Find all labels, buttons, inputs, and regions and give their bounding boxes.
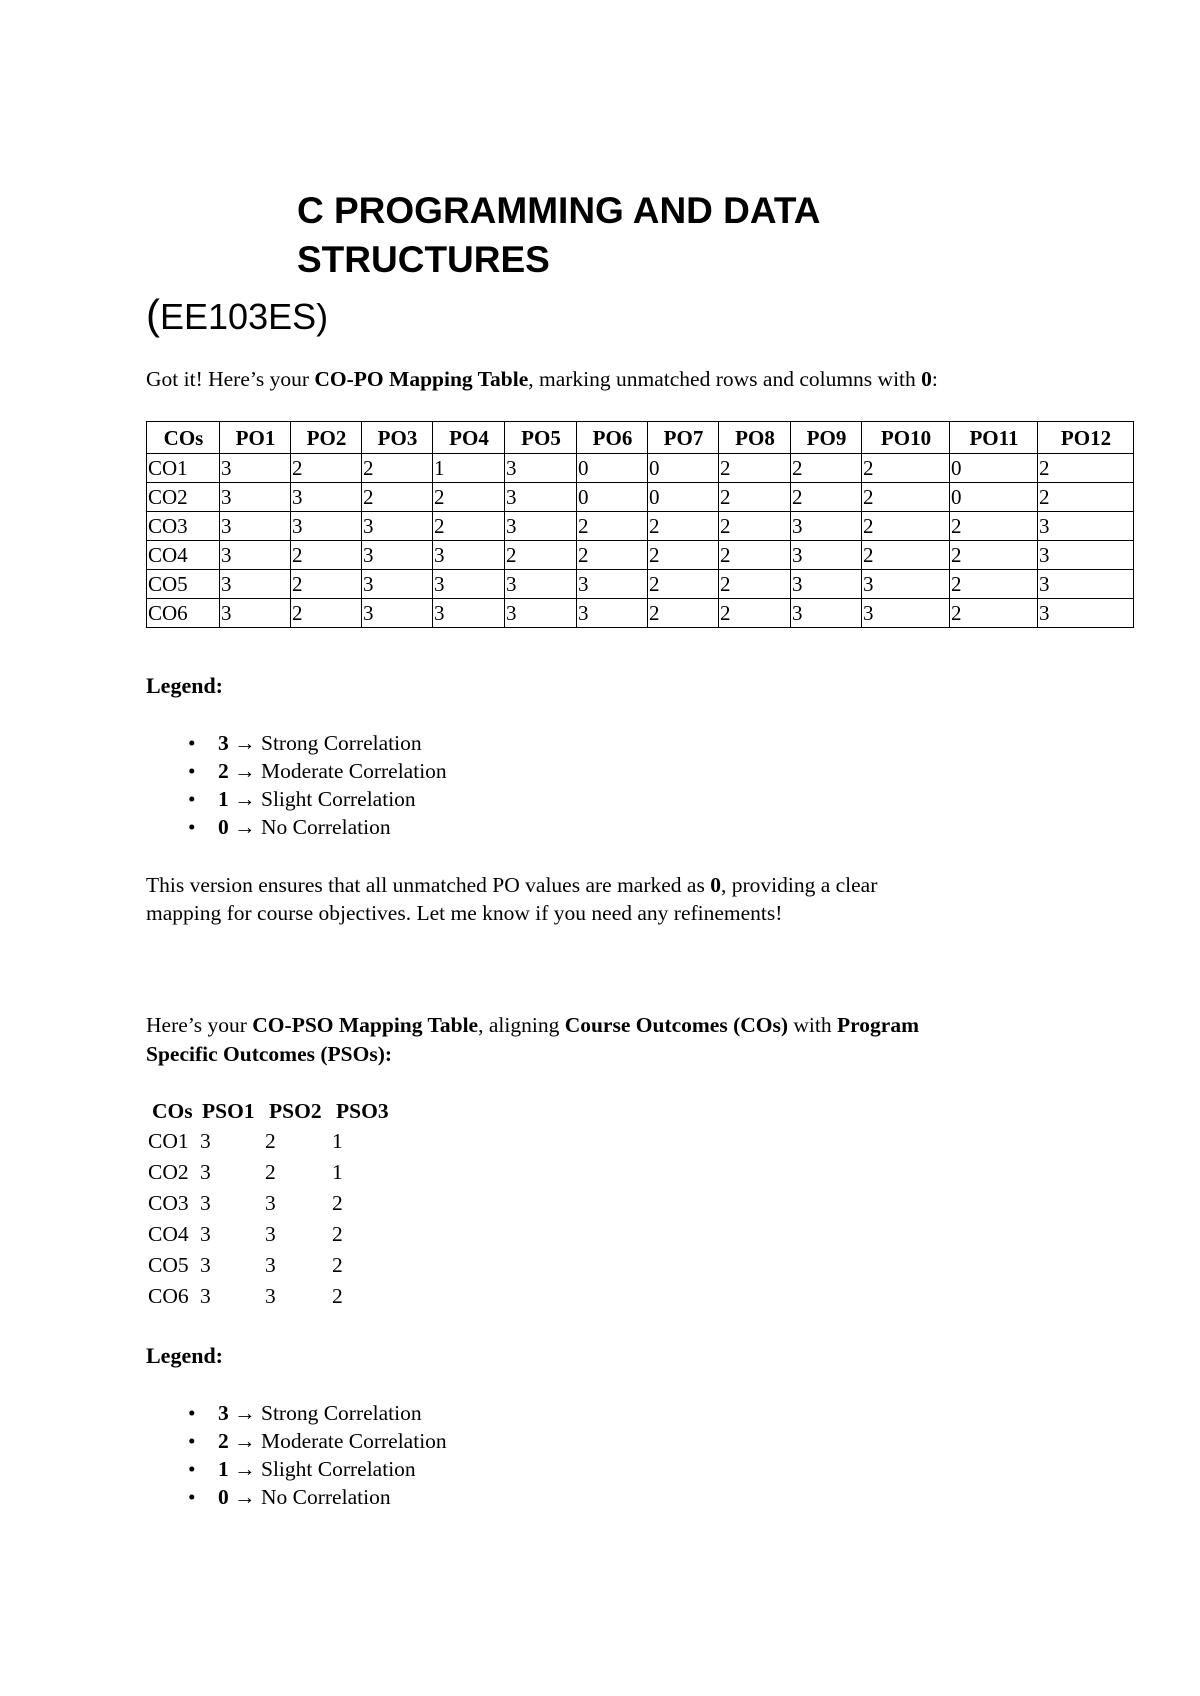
table-cell: 2: [291, 570, 362, 599]
copo-intro: [146, 365, 938, 393]
table-cell: 3: [433, 570, 505, 599]
bullet-icon: •: [188, 815, 196, 839]
course-code: [146, 293, 328, 339]
table-cell: 3: [433, 541, 505, 570]
table-row-label: CO4: [147, 541, 220, 570]
bullet-icon: •: [188, 1429, 196, 1453]
table-cell: 3: [505, 483, 577, 512]
table-cell: 3: [1038, 541, 1134, 570]
pso-intro-text-with: with: [788, 1013, 838, 1037]
table-cell: 2: [719, 483, 791, 512]
pso-cell: 2: [332, 1253, 343, 1277]
pso-cell: 1: [332, 1129, 343, 1153]
legend-value: 1: [218, 787, 229, 811]
table-cell: 2: [291, 454, 362, 483]
table-cell: 2: [291, 599, 362, 628]
table-header-cell: PO1: [220, 422, 291, 454]
pso-intro-bold-psos: Specific Outcomes (PSOs):: [146, 1042, 393, 1066]
course-code-text: EE103ES): [160, 296, 329, 337]
pso-row-label: CO4: [148, 1222, 189, 1246]
table-header-cell: PO6: [577, 422, 648, 454]
table-row: [147, 599, 1134, 628]
legend-list: [146, 729, 447, 841]
pso-intro-bold-program: Program: [837, 1013, 920, 1037]
bullet-icon: •: [188, 1401, 196, 1425]
table-cell: 2: [862, 541, 950, 570]
legend-value: 3: [218, 1401, 229, 1425]
pso-header-cell: PSO2: [269, 1099, 322, 1123]
table-cell: 3: [362, 512, 433, 541]
table-cell: 2: [719, 454, 791, 483]
legend-item: [146, 1483, 447, 1511]
table-cell: 3: [291, 512, 362, 541]
summary-text: This version ensures that all unmatched PO values are marked as: [146, 873, 711, 897]
table-cell: 2: [648, 541, 719, 570]
bullet-icon: •: [188, 1485, 196, 1509]
legend-text: → Moderate Correlation: [228, 759, 447, 783]
table-cell: 3: [1038, 599, 1134, 628]
pso-header-cell: COs: [152, 1099, 193, 1123]
table-header-cell: PO10: [862, 422, 950, 454]
table-cell: 2: [719, 599, 791, 628]
legend-text: → No Correlation: [228, 815, 391, 839]
table-cell: 3: [791, 512, 862, 541]
table-cell: 3: [1038, 512, 1134, 541]
table-row-label: CO1: [147, 454, 220, 483]
table-cell: 2: [791, 483, 862, 512]
table-row-label: CO3: [147, 512, 220, 541]
legend-item: [146, 1399, 447, 1427]
table-cell: 2: [950, 570, 1038, 599]
table-cell: 2: [433, 512, 505, 541]
pso-row-label: CO1: [148, 1129, 189, 1153]
legend-item: [146, 757, 447, 785]
table-cell: 2: [648, 570, 719, 599]
legend-item: [146, 1455, 447, 1483]
table-cell: 0: [577, 454, 648, 483]
table-cell: 3: [433, 599, 505, 628]
pso-cell: 2: [265, 1129, 276, 1153]
table-cell: 2: [648, 599, 719, 628]
table-cell: 2: [1038, 454, 1134, 483]
table-header-cell: COs: [147, 422, 220, 454]
table-cell: 3: [577, 599, 648, 628]
pso-cell: 1: [332, 1160, 343, 1184]
table-header-cell: PO5: [505, 422, 577, 454]
legend-value: 0: [218, 1485, 229, 1509]
legend-value: 3: [218, 731, 229, 755]
table-cell: 3: [505, 454, 577, 483]
table-header-row: [147, 422, 1134, 454]
table-cell: 3: [577, 570, 648, 599]
table-header-cell: PO2: [291, 422, 362, 454]
table-cell: 2: [648, 512, 719, 541]
bullet-icon: •: [188, 1457, 196, 1481]
summary-bold-zero: 0: [710, 873, 721, 897]
table-cell: 3: [220, 599, 291, 628]
bullet-icon: •: [188, 731, 196, 755]
table-cell: 0: [648, 483, 719, 512]
pso-cell: 3: [200, 1129, 211, 1153]
bullet-icon: •: [188, 787, 196, 811]
legend-title-2: Legend:: [146, 1343, 223, 1368]
table-header-cell: PO12: [1038, 422, 1134, 454]
table-row: [147, 512, 1134, 541]
table-cell: 2: [362, 483, 433, 512]
table-row: [147, 483, 1134, 512]
table-cell: 0: [648, 454, 719, 483]
legend-item: [146, 1427, 447, 1455]
intro-text-after: :: [931, 367, 938, 391]
table-cell: 2: [950, 599, 1038, 628]
table-cell: 3: [505, 512, 577, 541]
table-cell: 2: [719, 541, 791, 570]
table-cell: 3: [220, 541, 291, 570]
pso-intro-text-middle: , aligning: [478, 1013, 565, 1037]
pso-intro-line-2: [146, 1040, 392, 1068]
table-row-label: CO2: [147, 483, 220, 512]
table-cell: 2: [1038, 483, 1134, 512]
summary-line-1: [146, 871, 877, 899]
pso-intro-text: Here’s your: [146, 1013, 253, 1037]
table-cell: 2: [291, 541, 362, 570]
table-cell: 2: [577, 512, 648, 541]
summary-text-after: , providing a clear: [720, 873, 878, 897]
pso-row-label: CO2: [148, 1160, 189, 1184]
legend-item: [146, 729, 447, 757]
co-po-mapping-table: [146, 421, 1134, 628]
pso-intro-bold-cos: Course Outcomes (COs): [564, 1013, 789, 1037]
pso-row-label: CO6: [148, 1284, 189, 1308]
table-header-cell: PO9: [791, 422, 862, 454]
pso-header-cell: PSO3: [336, 1099, 389, 1123]
table-row: [147, 541, 1134, 570]
pso-cell: 3: [200, 1191, 211, 1215]
pso-row-label: CO5: [148, 1253, 189, 1277]
table-cell: 3: [362, 541, 433, 570]
legend-item: [146, 813, 447, 841]
table-cell: 2: [862, 483, 950, 512]
table-header-cell: PO3: [362, 422, 433, 454]
table-cell: 3: [862, 599, 950, 628]
pso-cell: 2: [265, 1160, 276, 1184]
pso-intro-line-1: [146, 1011, 919, 1039]
table-header-cell: PO7: [648, 422, 719, 454]
legend-text: → Strong Correlation: [228, 731, 422, 755]
table-row: [147, 570, 1134, 599]
table-cell: 3: [220, 454, 291, 483]
table-cell: 1: [433, 454, 505, 483]
table-cell: 3: [362, 570, 433, 599]
table-header-cell: PO8: [719, 422, 791, 454]
legend-value: 2: [218, 1429, 229, 1453]
table-header-cell: PO11: [950, 422, 1038, 454]
table-cell: 2: [719, 512, 791, 541]
pso-cell: 2: [332, 1222, 343, 1246]
table-cell: 0: [950, 454, 1038, 483]
intro-bold: CO-PO Mapping Table: [314, 367, 529, 391]
table-cell: 3: [291, 483, 362, 512]
pso-cell: 3: [265, 1191, 276, 1215]
intro-bold-zero: 0: [921, 367, 932, 391]
table-cell: 0: [577, 483, 648, 512]
course-code-open-paren: (: [146, 291, 160, 338]
pso-cell: 3: [265, 1284, 276, 1308]
table-cell: 3: [1038, 570, 1134, 599]
table-cell: 2: [577, 541, 648, 570]
table-cell: 3: [362, 599, 433, 628]
legend-text: → Strong Correlation: [228, 1401, 422, 1425]
table-cell: 2: [950, 512, 1038, 541]
table-cell: 2: [791, 454, 862, 483]
legend-value: 2: [218, 759, 229, 783]
legend-text: → Slight Correlation: [228, 1457, 416, 1481]
table-cell: 3: [220, 512, 291, 541]
table-cell: 3: [791, 541, 862, 570]
legend-text: → No Correlation: [228, 1485, 391, 1509]
pso-cell: 2: [332, 1284, 343, 1308]
pso-cell: 3: [265, 1253, 276, 1277]
legend-text: → Slight Correlation: [228, 787, 416, 811]
table-cell: 2: [505, 541, 577, 570]
table-cell: 2: [862, 454, 950, 483]
pso-cell: 3: [200, 1160, 211, 1184]
document-title: C PROGRAMMING AND DATA STRUCTURES: [297, 190, 820, 280]
table-row-label: CO5: [147, 570, 220, 599]
table-cell: 2: [362, 454, 433, 483]
table-cell: 3: [505, 570, 577, 599]
table-row: [147, 454, 1134, 483]
table-header-cell: PO4: [433, 422, 505, 454]
pso-header-cell: PSO1: [202, 1099, 255, 1123]
table-cell: 3: [791, 570, 862, 599]
pso-row-label: CO3: [148, 1191, 189, 1215]
pso-intro-bold-table: CO-PSO Mapping Table: [252, 1013, 479, 1037]
legend-value: 0: [218, 815, 229, 839]
table-cell: 3: [220, 570, 291, 599]
table-cell: 0: [950, 483, 1038, 512]
intro-text: Got it! Here’s your: [146, 367, 315, 391]
table-cell: 2: [719, 570, 791, 599]
table-cell: 3: [791, 599, 862, 628]
summary-line-2: mapping for course objectives. Let me know if you need any refinements!: [146, 901, 783, 925]
table-cell: 3: [220, 483, 291, 512]
table-row-label: CO6: [147, 599, 220, 628]
table-cell: 2: [950, 541, 1038, 570]
intro-text-middle: , marking unmatched rows and columns with: [528, 367, 922, 391]
pso-cell: 3: [200, 1253, 211, 1277]
legend-title: Legend:: [146, 673, 223, 698]
pso-cell: 3: [200, 1284, 211, 1308]
table-cell: 2: [433, 483, 505, 512]
table-cell: 3: [505, 599, 577, 628]
pso-cell: 3: [200, 1222, 211, 1246]
table-cell: 3: [862, 570, 950, 599]
bullet-icon: •: [188, 759, 196, 783]
legend-text: → Moderate Correlation: [228, 1429, 447, 1453]
table-cell: 2: [862, 512, 950, 541]
legend-item: [146, 785, 447, 813]
pso-cell: 3: [265, 1222, 276, 1246]
pso-cell: 2: [332, 1191, 343, 1215]
legend-value: 1: [218, 1457, 229, 1481]
legend-list-2: [146, 1399, 447, 1511]
